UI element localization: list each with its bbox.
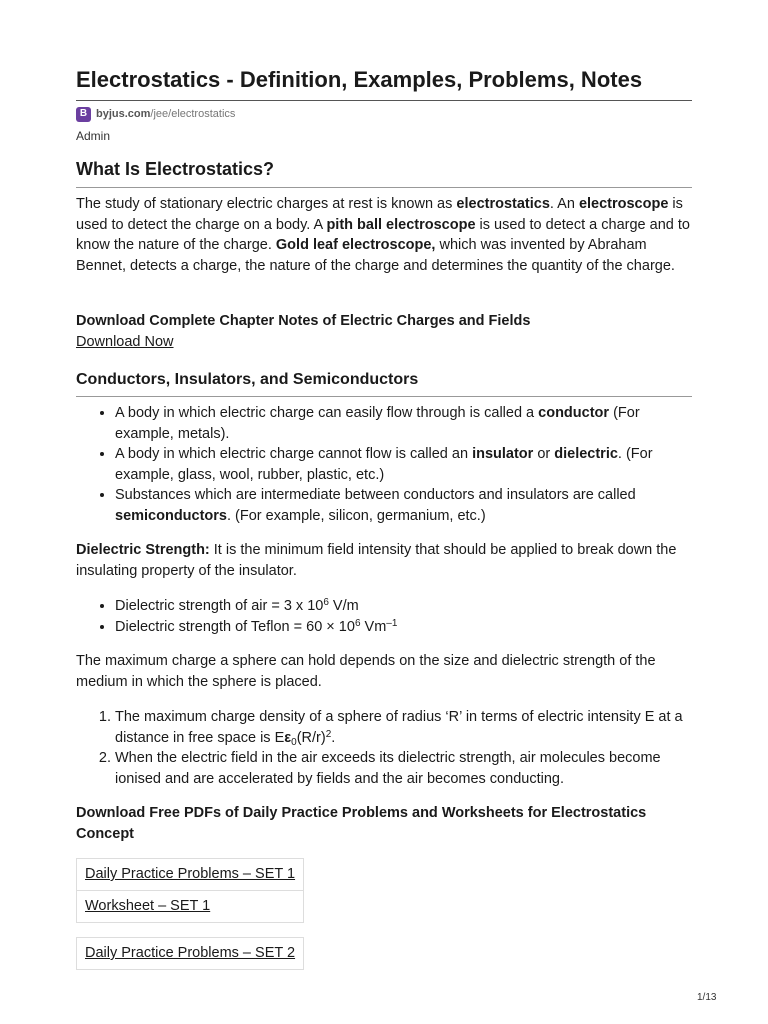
daily-practice-set-1-link[interactable]: Daily Practice Problems – SET 1 <box>85 866 296 882</box>
dielectric-strength-list <box>76 596 692 637</box>
source-path[interactable]: /jee/electrostatics <box>150 108 236 120</box>
daily-practice-set-2-link[interactable]: Daily Practice Problems – SET 2 <box>85 945 296 961</box>
section-heading-conductors: Conductors, Insulators, and Semiconductors <box>76 371 419 388</box>
download-pdfs-label: Download Free PDFs of Daily Practice Problems and Worksheets for Electrostatics Concept <box>76 805 647 842</box>
worksheet-table-1 <box>76 858 304 923</box>
list-item: • A body in which electric charge can easily flow through is called a conductor (For example, metals). <box>115 403 692 444</box>
list-item: • A body in which electric charge cannot flow is called an insulator or dielectric. (For example, glass, wool, rubber, plastic, etc.) <box>115 444 692 485</box>
section-divider <box>76 187 692 188</box>
list-item: • Substances which are intermediate between conductors and insulators are called semiconductors. (For example, silicon, germanium, etc.) <box>115 485 692 526</box>
term-electroscope: electroscope <box>578 196 669 212</box>
list-item: • Dielectric strength of Teflon = $60 \times 10^6$ $Vm^{-1}$ <box>115 617 692 638</box>
intro-paragraph: The study of stationary electric charges at rest is known as electrostatics. An electroscope is used to detect the charge on a body. A pith ball electroscope is used to detect a charge and to know the nature of the charge. Gold leaf electroscope, which was invented by Abraham Bennet, detects a charge, the nature of the charge and determines the quantity of the charge. <box>76 196 690 274</box>
term-electrostatics: electrostatics <box>456 196 550 212</box>
source-line[interactable] <box>76 106 235 122</box>
term-pith-ball-electroscope: pith ball electroscope <box>326 216 476 233</box>
section-heading-what-is-electrostatics: What Is Electrostatics? <box>76 159 275 179</box>
worksheet-table-2 <box>76 937 304 970</box>
download-now-link[interactable]: Download Now <box>76 334 174 350</box>
dielectric-strength-paragraph: Dielectric Strength: It is the minimum field intensity that should be applied to break down the insulating property of the insulator. <box>76 542 677 579</box>
source-domain[interactable]: byjus.com <box>96 108 151 120</box>
conductor-list <box>76 403 692 526</box>
author: Admin <box>76 129 111 143</box>
section-divider <box>76 396 692 397</box>
title-divider <box>76 100 692 101</box>
page-number: 1/13 <box>697 992 717 1003</box>
term-gold-leaf-electroscope: Gold leaf electroscope, <box>275 237 436 253</box>
charge-density-list <box>76 707 692 789</box>
worksheet-set-1-link[interactable]: Worksheet – SET 1 <box>85 898 211 914</box>
byjus-logo-icon: B <box>76 107 91 122</box>
download-notes-label: Download Complete Chapter Notes of Electric Charges and Fields <box>76 313 531 329</box>
page-title: Electrostatics - Definition, Examples, Problems, Notes <box>76 67 643 92</box>
max-charge-paragraph: The maximum charge a sphere can hold depends on the size and dielectric strength of the medium in which the sphere is placed. <box>76 653 656 690</box>
list-item: 1. The maximum charge density of a sphere of radius ‘R’ in terms of electric intensity E at a distance in free space is $E\varepsilon_0(R/r)^2$. <box>115 707 692 748</box>
list-item: • Dielectric strength of air = 3 x $10^6$ V/m <box>115 596 692 617</box>
list-item: 2. When the electric field in the air exceeds its dielectric strength, air molecules become ionised and are accelerated by fields and the air becomes conducting. <box>115 748 692 789</box>
